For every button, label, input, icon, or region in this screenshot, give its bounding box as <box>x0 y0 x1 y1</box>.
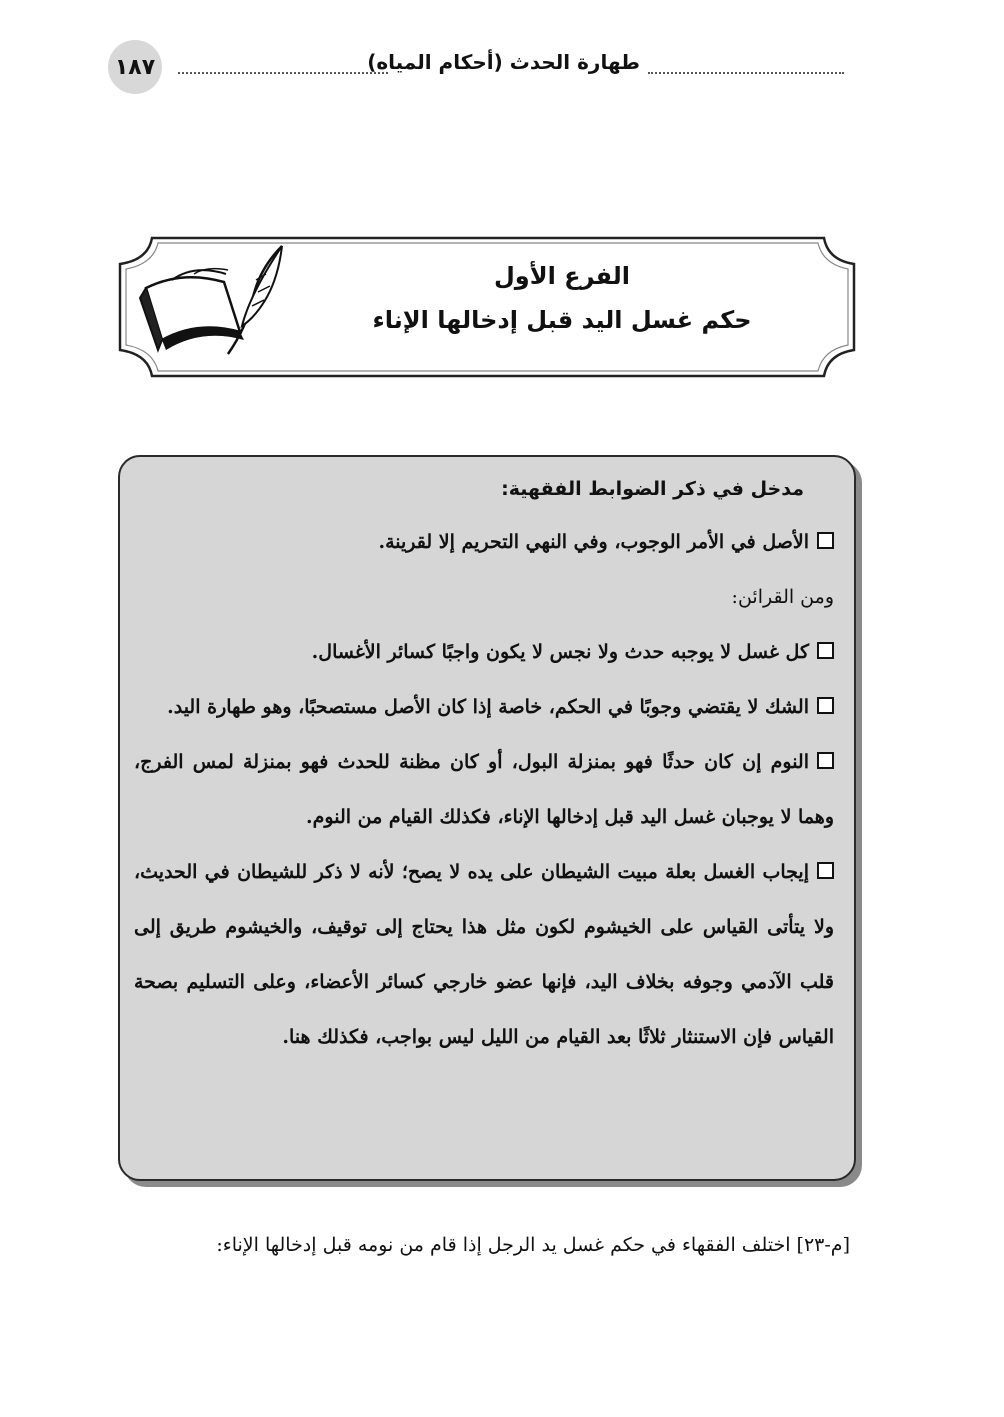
section-banner <box>112 232 864 384</box>
checkbox-icon <box>817 752 834 769</box>
header-dotted-leader <box>178 72 388 74</box>
running-title: طهارة الحدث (أحكام المياه) <box>367 50 640 74</box>
section-title: حكم غسل اليد قبل إدخالها الإناء <box>372 306 752 334</box>
rule-text: الشك لا يقتضي وجوبًا في الحكم، خاصة إذا كان الأصل مستصحبًا، وهو طهارة اليد. <box>167 696 809 718</box>
rule-item <box>134 625 834 680</box>
checkbox-icon <box>817 532 834 549</box>
rules-box <box>118 455 856 1181</box>
page-header <box>108 38 848 98</box>
rule-text: النوم إن كان حدثًا فهو بمنزلة البول، أو كان مظنة للحدث فهو بمنزلة لمس الفرج، وهما لا يوجبان غسل اليد قبل إدخالها الإناء، فكذلك القيام من النوم. <box>134 751 834 828</box>
checkbox-icon <box>817 697 834 714</box>
book-quill-icon <box>132 240 292 362</box>
rules-content <box>134 471 834 1065</box>
checkbox-icon <box>817 862 834 879</box>
rule-text: إيجاب الغسل بعلة مبيت الشيطان على يده لا يصح؛ لأنه لا ذكر للشيطان في الحديث، ولا يتأتى القياس على الخيشوم لكون مثل هذا يحتاج إلى توقيف، والخيشوم طريق إلى قلب الآدمي وجوفه بخلاف اليد، فإنها عضو خارجي كسائر الأعضاء، وعلى التسليم بصحة القياس فإن الاستنثار ثلاثًا بعد القيام من الليل ليس بواجب، فكذلك هنا. <box>134 861 834 1048</box>
section-label: الفرع الأول <box>493 262 631 290</box>
rule-item <box>134 515 834 570</box>
banner-text <box>302 256 822 334</box>
header-dotted-leader <box>648 72 844 74</box>
rule-item <box>134 845 834 1065</box>
rules-intro: مدخل في ذكر الضوابط الفقهية: <box>501 478 804 500</box>
rule-text: الأصل في الأمر الوجوب، وفي النهي التحريم إلا لقرينة. <box>378 531 809 553</box>
body-paragraph: [م-٢٣] اختلف الفقهاء في حكم غسل يد الرجل إذا قام من نومه قبل إدخالها الإناء: <box>216 1234 850 1256</box>
rule-text: كل غسل لا يوجبه حدث ولا نجس لا يكون واجبًا كسائر الأغسال. <box>311 641 809 663</box>
checkbox-icon <box>817 642 834 659</box>
rule-item <box>134 735 834 845</box>
page-number: ١٨٧ <box>108 40 162 94</box>
rule-item <box>134 680 834 735</box>
qarain-label: ومن القرائن: <box>731 586 834 608</box>
